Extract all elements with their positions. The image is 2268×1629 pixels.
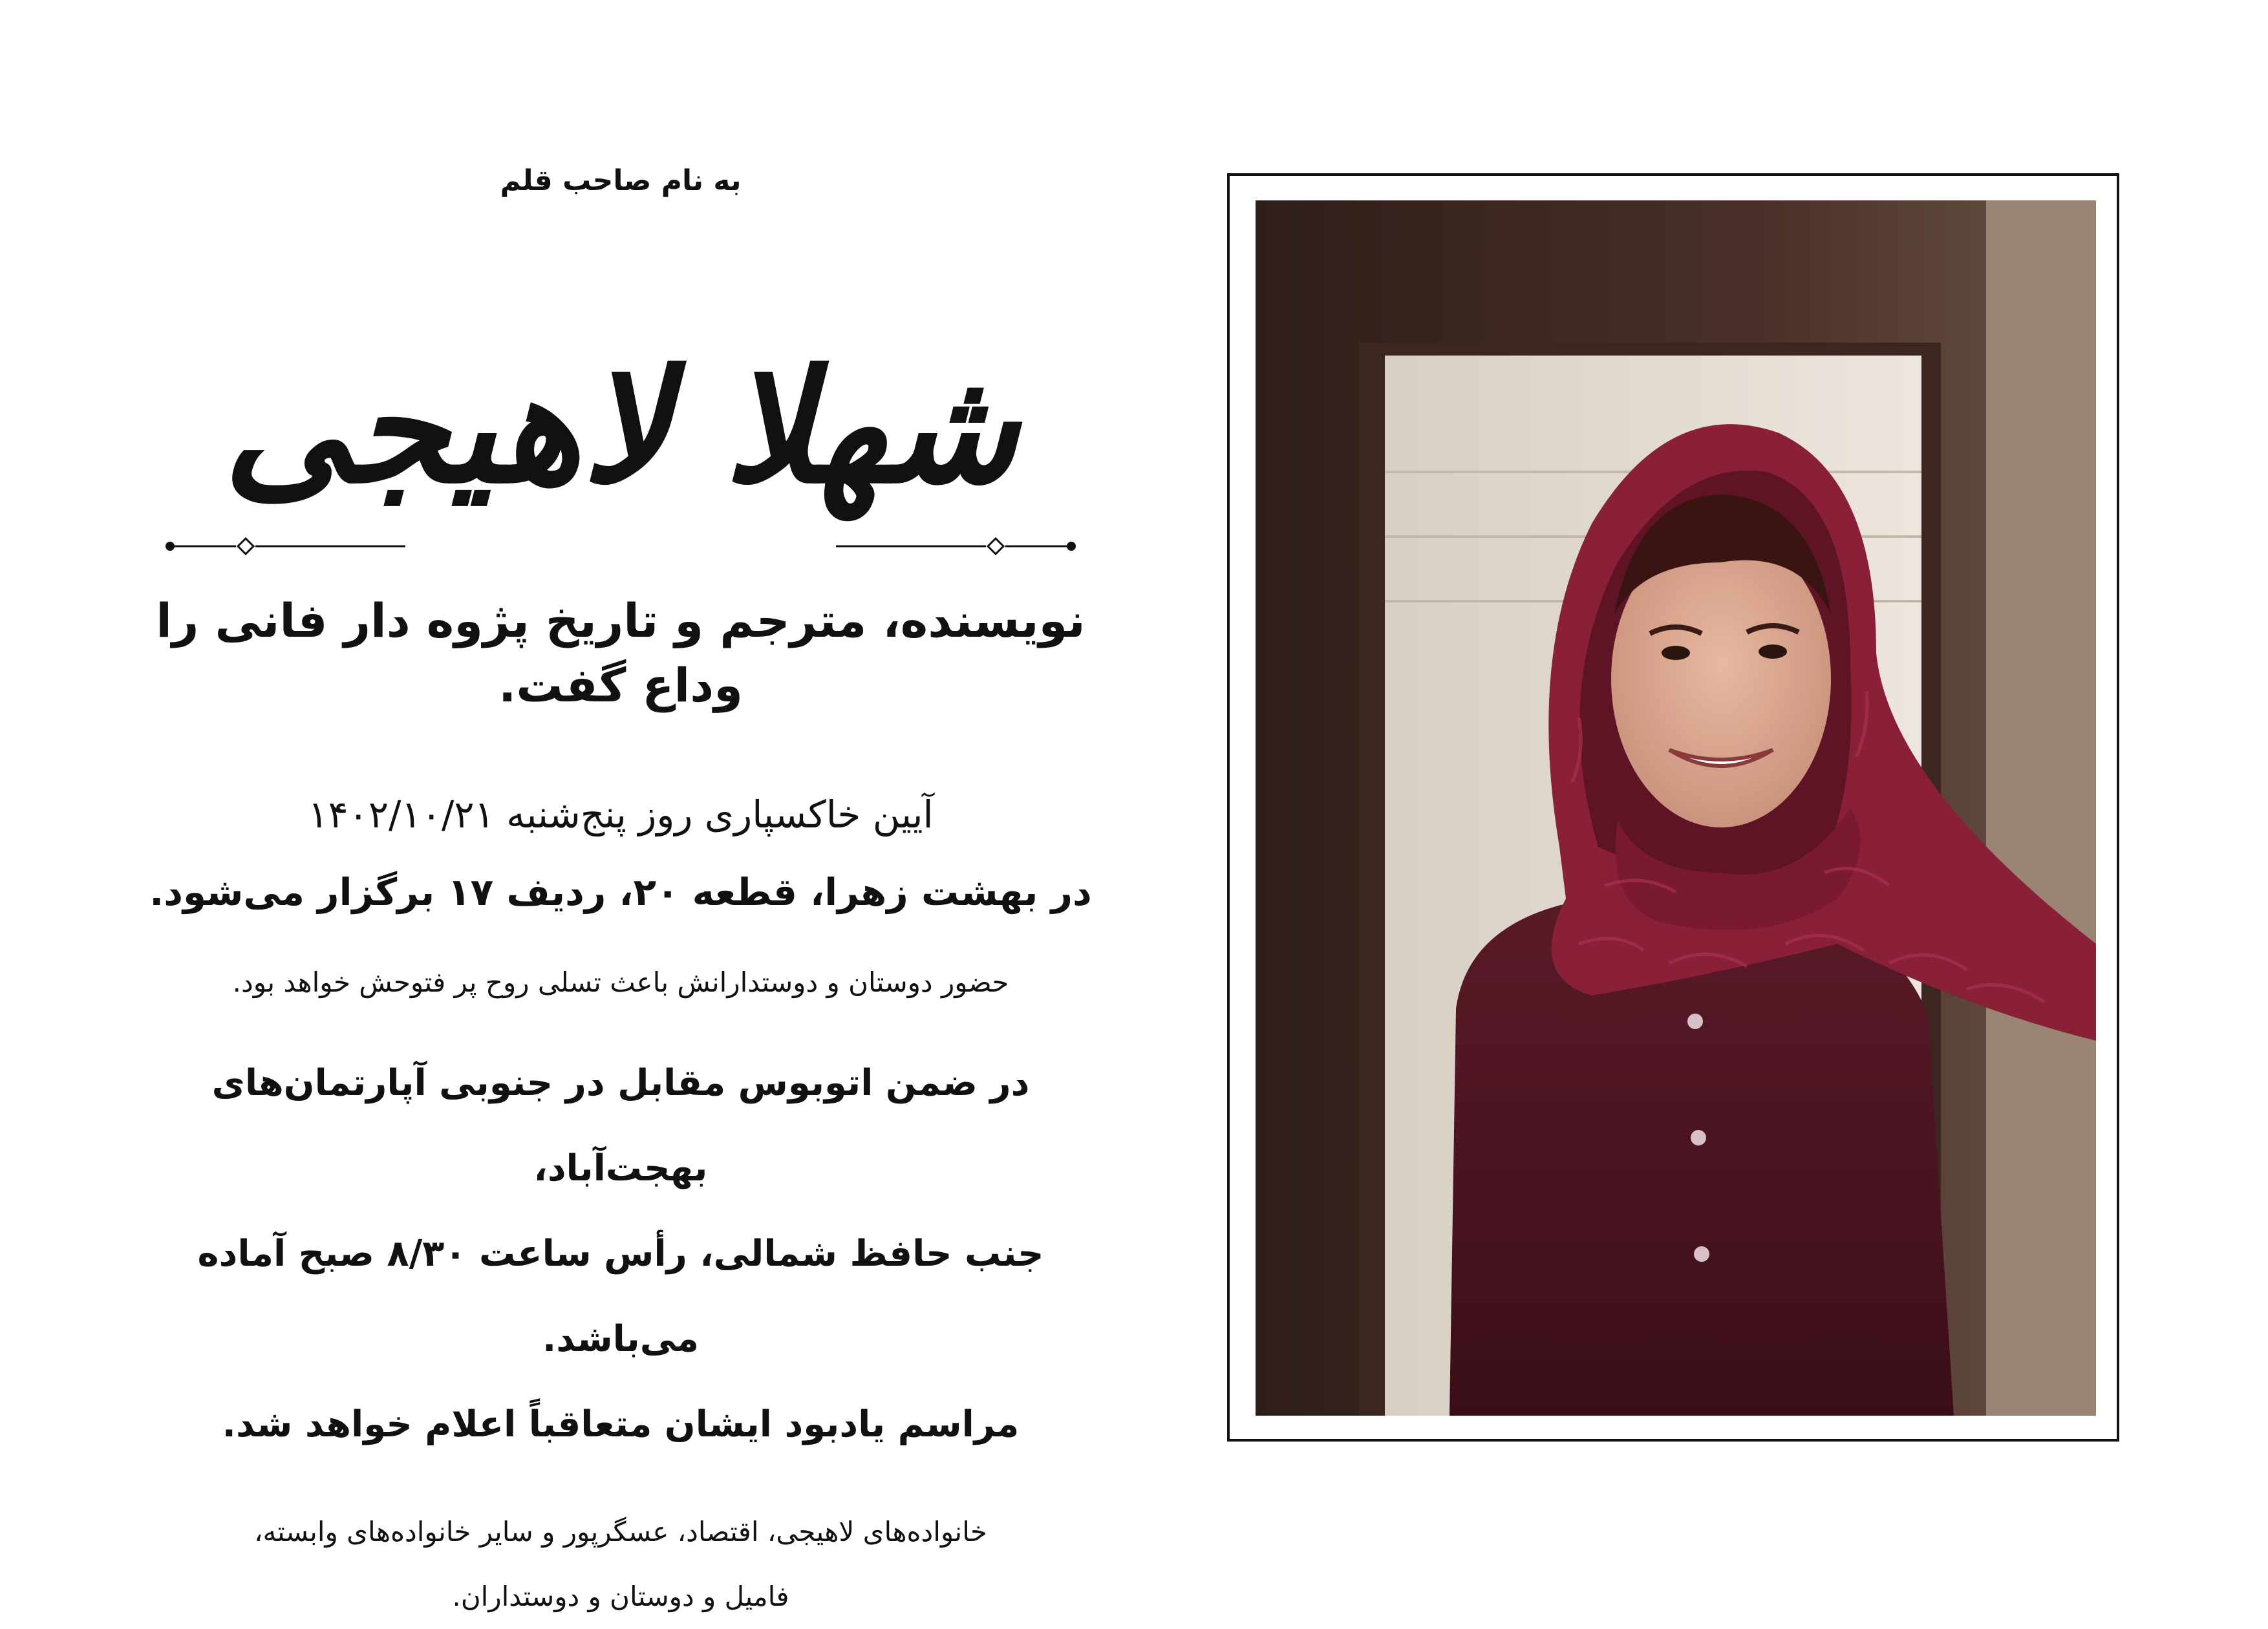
transport-line-1: در ضمن اتوبوس مقابل در جنوبی آپارتمان‌های بهجت‌آباد،: [211, 1062, 1030, 1189]
ceremony-info: [149, 776, 1093, 931]
blessing-line: به نام صاحب قلم: [500, 164, 742, 197]
ceremony-date-line: آیین خاکسپاری روز پنج‌شنبه ۱۴۰۲/۱۰/۲۱: [308, 793, 934, 836]
families-line-1: خانواده‌های لاهیجی، اقتصاد، عسگرپور و سایر خانواده‌های وابسته،: [253, 1516, 988, 1548]
attendance-note: حضور دوستان و دوستدارانش باعث تسلی روح پر فتوحش خواهد بود.: [232, 966, 1009, 998]
name-row: [149, 226, 1093, 588]
families-line-2: فامیل و دوستان و دوستداران.: [452, 1581, 789, 1612]
transport-info: [149, 1041, 1093, 1467]
portrait-photo: [1256, 200, 2096, 1416]
ceremony-location-line: در بهشت زهرا، قطعه ۲۰، ردیف ۱۷ برگزار می‌شود.: [149, 870, 1092, 914]
families: [149, 1500, 1093, 1629]
headline: نویسنده، مترجم و تاریخ پژوه دار فانی را وداع گفت.: [156, 593, 1086, 712]
portrait-illustration: [1256, 200, 2096, 1416]
left-ornament-icon: [165, 537, 411, 556]
photo-frame: [1227, 173, 2119, 1442]
transport-line-2: جنب حافظ شمالی، رأس ساعت ۸/۳۰ صبح آماده می‌باشد.: [197, 1233, 1044, 1360]
right-ornament-icon: [831, 537, 1076, 556]
deceased-name: شهلا لاهیجی: [223, 335, 1018, 518]
memorial-line: مراسم یادبود ایشان متعاقباً اعلام خواهد شد.: [222, 1403, 1020, 1445]
announcement-text: [149, 162, 1093, 1629]
